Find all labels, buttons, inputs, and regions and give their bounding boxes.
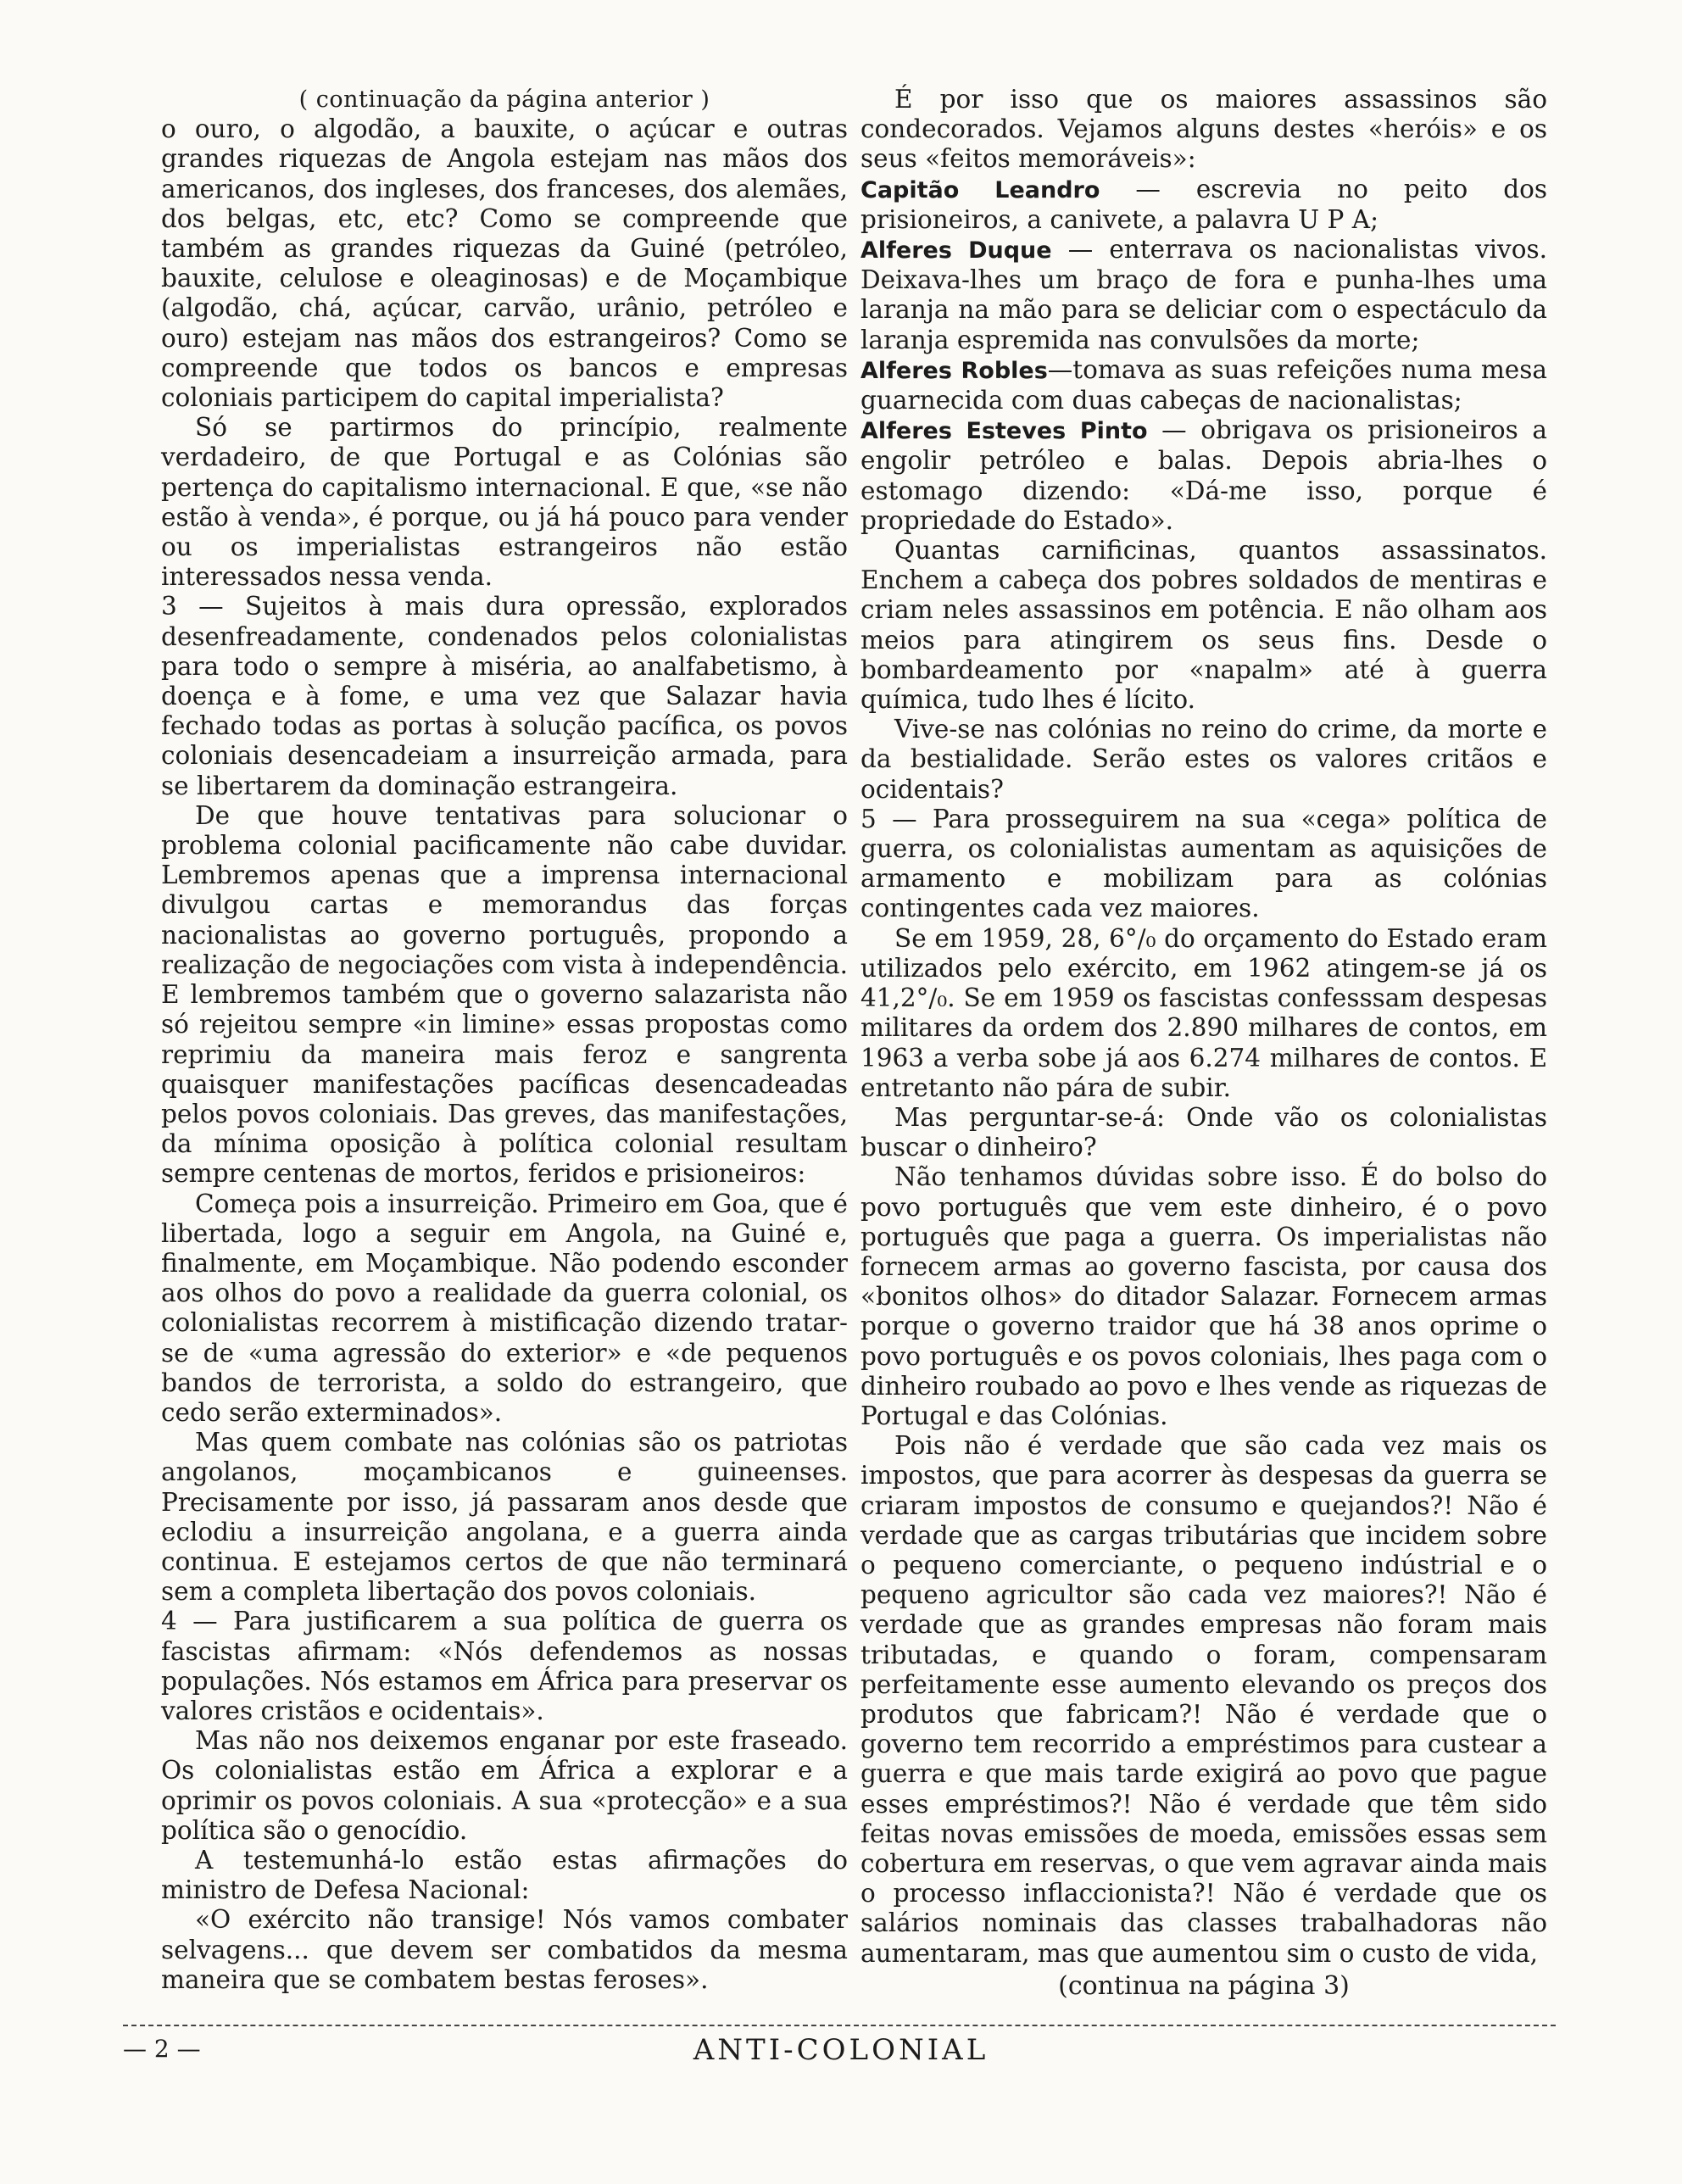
- hero-entry: [860, 415, 1547, 536]
- left-column: [161, 85, 848, 1995]
- continued-from-note: ( continuação da página anterior ): [298, 86, 710, 113]
- hero-name: Alferes Esteves Pinto: [860, 418, 1148, 445]
- paragraph-section-3: 3 — Sujeitos à mais dura opressão, explorados desenfreadamente, condenados pelos colonialistas para todo o sempre à miséria, ao analfabetismo, à doença e à fome, e uma vez que Salazar havia fechado todas as portas à solução pacífica, os povos coloniais desencadeiam a insurreição armada, para se libertarem da dominação estrangeira.: [161, 592, 848, 800]
- paragraph: o ouro, o algodão, a bauxite, o açúcar e outras grandes riquezas de Angola estejam nas mãos dos americanos, dos ingleses, dos franceses, dos alemães, dos belgas, etc, etc? Como se compreende que também as grandes riquezas da Guiné (petróleo, bauxite, celulose e oleaginosas) e de Moçambique (algodão, chá, açúcar, carvão, urânio, petróleo e ouro) estejam nas mãos dos estrangeiros? Como se compreende que todos os bancos e empresas coloniais participem do capital imperialista?: [161, 114, 848, 413]
- footer-divider: [123, 2025, 1556, 2026]
- paragraph: De que houve tentativas para solucionar o problema colonial pacificamente não cabe duvidar. Lembremos apenas que a imprensa internacional divulgou cartas e memorandus das forças nacionalistas ao governo português, propondo a realização de negociações com vista à independência. E lembremos também que o governo salazarista não só rejeitou sempre «in limine» essas propostas como reprimiu da maneira mais feroz e sangrenta quaisquer manifestações pacíficas desencadeadas pelos povos coloniais. Das greves, das manifestações, da mínima oposição à política colonial resultam sempre centenas de mortos, feridos e prisioneiros:: [161, 800, 848, 1189]
- paragraph: Não tenhamos dúvidas sobre isso. É do bolso do povo português que vem este dinheiro, é o povo português que paga a guerra. Os imperialistas não fornecem armas ao governo fascista, por causa dos «bonitos olhos» do ditador Salazar. Fornecem armas porque o governo traidor que há 38 anos oprime o povo português e os povos coloniais, lhes paga com o dinheiro roubado ao povo e lhes vende as riquezas de Portugal e das Colónias.: [860, 1162, 1547, 1430]
- paragraph: Mas não nos deixemos enganar por este fraseado. Os colonialistas estão em África a explorar e a oprimir os povos coloniais. A sua «protecção» e a sua política são o genocídio.: [161, 1726, 848, 1845]
- page-number: — 2 —: [123, 2035, 201, 2063]
- paragraph: Pois não é verdade que são cada vez mais os impostos, que para acorrer às despesas da guerra se criaram impostos de consumo e quejandos?! Não é verdade que as cargas tributárias que incidem sobre o pequeno comerciante, o pequeno indústrial e o pequeno agricultor são cada vez maiores?! Não é verdade que as grandes empresas não foram mais tributadas, e quando o foram, compensaram perfeitamente esse aumento elevando os preços dos produtos que fabricam?! Não é verdade que o governo tem recorrido a empréstimos para custear a guerra e que mais tarde exigirá ao povo que pague esses empréstimos?! Não é verdade que têm sido feitas novas emissões de moeda, emissões essas sem cobertura em reservas, o que vem agravar ainda mais o processo inflaccionista?! Não é verdade que os salários nominais das classes trabalhadoras não aumentaram, mas que aumentou sim o custo de vida,: [860, 1431, 1547, 1968]
- hero-text: — enterrava os nacionalistas vivos. Deixava-lhes um braço de fora e punha-lhes uma laranja na mão para se deliciar com o espectáculo da laranja espremida nas convulsões da morte;: [860, 235, 1548, 354]
- paragraph: Mas perguntar-se-á: Onde vão os colonialistas buscar o dinheiro?: [860, 1102, 1547, 1162]
- hero-entry: [860, 235, 1547, 355]
- paragraph: Quantas carnificinas, quantos assassinatos. Enchem a cabeça dos pobres soldados de mentiras e criam neles assassinos em potência. E não olham aos meios para atingirem os seus fins. Desde o bombardeamento por «napalm» até à guerra química, tudo lhes é lícito.: [860, 536, 1547, 715]
- paragraph: Se em 1959, 28, 6°/₀ do orçamento do Estado eram utilizados pelo exército, em 1962 atingem-se já os 41,2°/₀. Se em 1959 os fascistas confesssam despesas militares da ordem dos 2.890 milhares de contos, em 1963 a verba sobe já aos 6.274 milhares de contos. E entretanto não pára de subir.: [860, 923, 1547, 1102]
- continued-to-note: (continua na página 3): [1058, 1971, 1350, 2001]
- paragraph: A testemunhá-lo estão estas afirmações do ministro de Defesa Nacional:: [161, 1845, 848, 1905]
- hero-name: Alferes Robles: [860, 357, 1048, 384]
- hero-text: —tomava as suas refeições numa mesa guarnecida com duas cabeças de nacionalistas;: [860, 354, 1547, 415]
- paragraph: É por isso que os maiores assassinos são condecorados. Vejamos alguns destes «heróis» e os seus «feitos memoráveis»:: [860, 85, 1547, 174]
- hero-text: — obrigava os prisioneiros a engolir petróleo e balas. Depois abria-lhes o estomago dizendo: «Dá-me isso, porque é propriedade do Estado».: [860, 415, 1547, 535]
- paragraph-section-4: 4 — Para justificarem a sua política de guerra os fascistas afirmam: «Nós defendemos as nossas populações. Nós estamos em África para preservar os valores cristãos e ocidentais».: [161, 1607, 848, 1725]
- paragraph: Mas quem combate nas colónias são os patriotas angolanos, moçambicanos e guineenses. Precisamente por isso, já passaram anos desde que eclodiu a insurreição angolana, e a guerra ainda continua. E estejamos certos de que não terminará sem a completa libertação dos povos coloniais.: [161, 1428, 848, 1607]
- quote-paragraph: «O exército não transige! Nós vamos combater selvagens... que devem ser combatidos da mesma maneira que se combatem bestas feroses».: [161, 1905, 848, 1994]
- paragraph: Começa pois a insurreição. Primeiro em Goa, que é libertada, logo a seguir em Angola, na Guiné e, finalmente, em Moçambique. Não podendo esconder aos olhos do povo a realidade da guerra colonial, os colonialistas recorrem à mistificação dizendo tratar-se de «uma agressão do exterior» e «de pequenos bandos de terrorista, a soldo do estrangeiro, que cedo serão exterminados».: [161, 1189, 848, 1427]
- hero-name: Capitão Leandro: [860, 176, 1100, 203]
- hero-text: — escrevia no peito dos prisioneiros, a canivete, a palavra U P A;: [860, 174, 1547, 234]
- paragraph: Vive-se nas colónias no reino do crime, da morte e da bestialidade. Serão estes os valores critãos e ocidentais?: [860, 715, 1547, 804]
- paragraph: Só se partirmos do princípio, realmente verdadeiro, de que Portugal e as Colónias são pertença do capitalismo internacional. E que, «se não estão à venda», é porque, ou já há pouco para vender ou os imperialistas estrangeiros não estão interessados nessa venda.: [161, 413, 848, 592]
- masthead-title: ANTI-COLONIAL: [693, 2033, 989, 2067]
- paragraph-section-5: 5 — Para prosseguirem na sua «cega» política de guerra, os colonialistas aumentam as aquisições de armamento e mobilizam para as colónias contingentes cada vez maiores.: [860, 804, 1547, 923]
- hero-entry: [860, 355, 1547, 415]
- right-column: [860, 85, 1547, 1969]
- hero-name: Alferes Duque: [860, 237, 1052, 265]
- hero-entry: [860, 175, 1547, 235]
